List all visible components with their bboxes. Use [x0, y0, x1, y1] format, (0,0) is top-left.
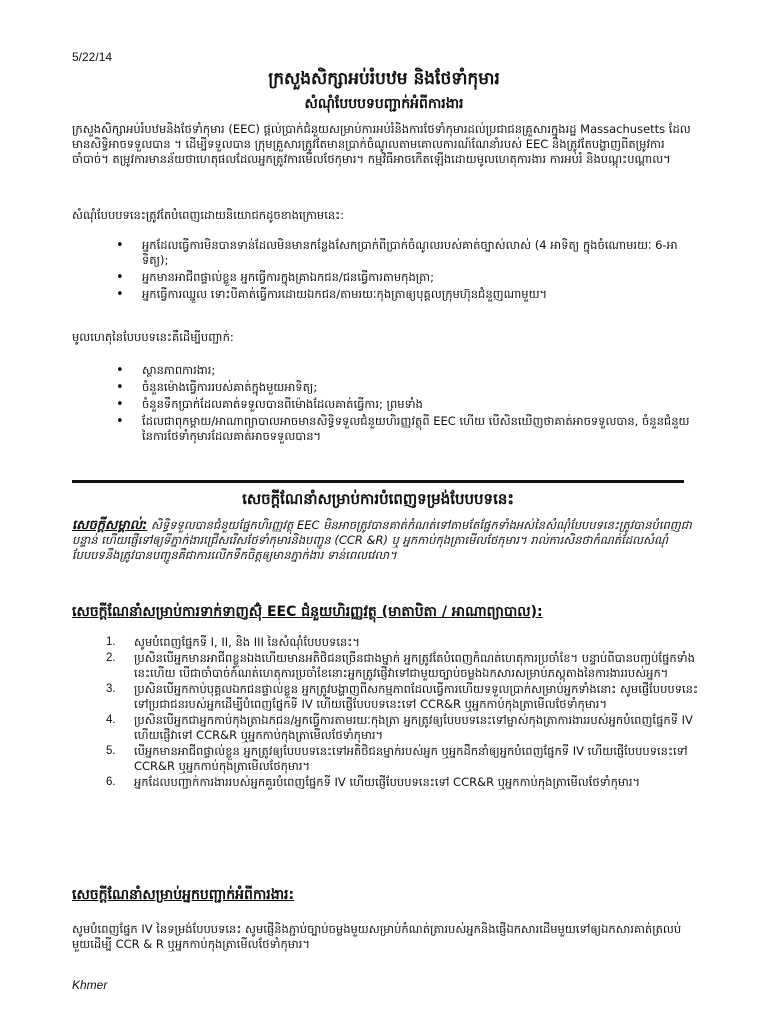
step-number: 3. [106, 683, 116, 695]
step-number: 1. [106, 636, 116, 648]
list-item [106, 651, 698, 681]
lead-paragraph-2: មូលហេតុនៃបែបបទនេះគឺដើម្បីបញ្ជាក់: [72, 330, 234, 344]
note-text: សិទ្ធិទទួលបានជំនួយផ្នែកហិរញ្ញវត្ថុ EEC មិនអាចត្រូវបានគាត់កំណត់ទៅតាមតែផ្នែកទាំងអស់នៃសំណុំបែបបទនេះត្រូវបានបំពេញជាបន្ទាន់ ហើយផ្ញើទៅឲ្យទីភ្នាក់ងារជ្រើសរើសថែទាំកុមារនិងបញ្ជូន (CCR &R) ឬ អ្នកកាប់កុងត្រាមើលថែកុមារ។ រាល់ការសិនថាកំណត់ដែលសំណុំបែបបទនឹងត្រូវបានបញ្ជូនគឺជាការលើកទឹកចិត្តឲ្យមានភ្នាក់ងារ ទាន់ពេលវេលា។ [72, 518, 692, 562]
intro-paragraph: ក្រសួងសិក្សាអប់រំបឋមនិងថែទាំកុមារ (EEC) ផ្ដល់ប្រាក់ជំនួយសម្រាប់ការអប់រំនិងការថែទាំកុមារដល់ប្រជាជនគ្រួសារក្នុងរដ្ឋ Massachusetts ដែលមានសិទ្ធិអាចទទួលបាន ។ ដើម្បីទទួលបាន ក្រុមគ្រួសារត្រូវតែមានប្រាក់ចំណូលតាមគោលការណ៍ណែនាំរបស់ EEC និងត្រូវតែបង្ហាញពីតម្រូវការចាំបាច់។ តម្រូវការមានន័យថាហេតុផលដែលអ្នកត្រូវការមើលថែកុមារ។ កម្មវិធីអាចកើតឡើងដោយមូលហេតុការងារ ការអប់រំ និងបណ្តុះបណ្តាល។ [72, 122, 691, 166]
list-item [106, 775, 698, 790]
step-number: 5. [106, 745, 116, 757]
language-footer: Khmer [72, 978, 108, 992]
list-item: • ចំនួនទឹកប្រាក់ដែលគាត់ទទួលបានពីម៉ោងដែលគាត់ធ្វើការ; ព្រមទាំង [142, 397, 698, 412]
step-text: ប្រសិនបើអ្នកជាអ្នកកាប់កុងត្រាឯកជន/អ្នកធ្វើការតាមរយៈកុងត្រា អ្នកត្រូវឲ្យបែបបទនេះទៅម្ចាស់កុងត្រាការងាររបស់អ្នកបំពេញផ្នែកទី IV ហើយផ្ញើវាទៅ CCR&R ឬអ្នកកាប់កុងត្រាមើលថែទាំកុមារ។ [134, 713, 693, 742]
document-title: ក្រសួងសិក្សាអប់រំបឋម និងថែទាំកុមារ [268, 69, 500, 89]
step-text: បើអ្នកមានអាជីពផ្ទាល់ខ្លួន អ្នកត្រូវឲ្យបែបបទនេះទៅអតិថិជនម្នាក់របស់អ្នក ឬអ្នកដឹកនាំឲ្យអ្នកបំពេញផ្នែកទី IV ហើយផ្ញើបែបបទនេះទៅ CCR&R ឬអ្នកកាប់កុងត្រាមើលថែកុមារ។ [134, 744, 688, 773]
note-label: សេចក្ដីសម្គាល់: [72, 518, 148, 533]
step-number: 4. [106, 714, 116, 726]
verifier-instructions-heading: សេចក្ដីណែនាំសម្រាប់អ្នកបញ្ជាក់អំពីការងារ: [72, 887, 295, 903]
note-paragraph [72, 518, 698, 563]
step-number: 6. [106, 776, 116, 788]
list-item: • អ្នកធ្វើការឈ្នួល ទោះបីគាត់ធ្វើការដោយឯកជន/តាមរយៈកុងត្រាឲ្យបុគ្គលក្រុមហ៊ុនជំនួញណាមួយ។ [142, 287, 698, 302]
instruction-steps [72, 635, 698, 791]
list-item [106, 682, 699, 712]
bullet-list-2 [72, 363, 698, 446]
list-item [106, 713, 698, 743]
list-item [106, 635, 698, 650]
step-text: អ្នកដែលបញ្ជាក់ការងាររបស់អ្នកគួរបំពេញផ្នែកទី IV ហើយផ្ញើបែបបទនេះទៅ CCR&R ឬអ្នកកាប់កុងត្រាមើលថែទាំកុមារ។ [134, 775, 641, 789]
list-item: • ចំនួនម៉ោងធ្វើការរបស់គាត់ក្នុងមួយអាទិត្យ; [142, 380, 698, 395]
parent-instructions-heading: សេចក្ដីណែនាំសម្រាប់ការទាក់ទាញស៊ុំ EEC ជំនួយហិរញ្ញវត្ថុ (មាតាបិតា / អាណាព្យាបាល): [72, 604, 543, 620]
document-subtitle: សំណុំបែបបទបញ្ជាក់អំពីការងារ [304, 96, 464, 112]
bullet-list-1 [72, 238, 698, 304]
list-item: • អ្នកដែលធ្វើការមិនបានទាន់ដែលមិនមានកន្លែងសែកប្រាក់ពីប្រាក់ចំណូលរបស់គាត់ច្បាស់លាស់ (4 អាទិត្យ ក្នុងចំណោមរយៈ 6-អាទិត្យ); [142, 238, 698, 268]
list-item [106, 744, 698, 774]
closing-paragraph: សូមបំពេញផ្នែក IV នៃទម្រង់បែបបទនេះ សូមផ្ញើនិងភ្ជាប់ច្បាប់ចម្លងមួយសម្រាប់កំណត់ត្រារបស់អ្នកនិងផ្ញើឯកសារដើមមួយទៅឲ្យឯកសារគាត់ត្រលប់មួយដើម្បី CCR & R ឬអ្នកកាប់កុងត្រាមើលថែទាំកុមារ។ [72, 922, 682, 951]
step-text: ប្រសិនបើអ្នកមានអាជីពខ្លួនឯងហើយមានអតិថិជនច្រើនជាងម្នាក់ អ្នកត្រូវតែបំពេញកំណត់ហេតុការប្រចាំខែ។ បន្ទាប់ពីបានបញ្ចប់ផ្នែកទាំងនេះហើយ បើជាចាំបាច់កំណត់ហេតុការប្រចាំខែនោះអ្នកត្រូវផ្ញើវាទៅជាមួយច្បាប់ចម្លងឯកសារសម្រាប់ភស្តុតាងនៃការងាររបស់អ្នក។ [134, 651, 695, 680]
step-number: 2. [106, 652, 116, 664]
instructions-heading: សេចក្ដីណែនាំសម្រាប់ការបំពេញទម្រង់បែបបទនេះ [242, 490, 514, 508]
section-divider [72, 480, 684, 483]
list-item: • អ្នកមានអាជីពផ្ទាល់ខ្លួន អ្នកធ្វើការក្នុងគ្រាឯកជន/ជនធ្វើការតាមកុងត្រា; [142, 270, 698, 285]
lead-paragraph-1: សំណុំបែបបទនេះត្រូវតែបំពេញដោយនិយោជកដូចខាងក្រោមនេះ: [72, 208, 345, 222]
list-item: • ស្ថានភាពការងារ; [142, 363, 698, 378]
step-text: សូមបំពេញផ្នែកទី I, II, និង III នៃសំណុំបែបបទនេះ។ [134, 635, 360, 649]
list-item: • ដែលជាពុកម្ដាយ/អាណាព្យាបាលអាចមានសិទ្ធិទទួលជំនួយហិរញ្ញវត្ថុពី EEC ហើយ បើសិនឃើញថាគាត់អាចទទួលបាន, ចំនួនជំនួយនៃការថែទាំកុមារដែលគាត់អាចទទួលបាន។ [142, 414, 698, 444]
step-text: ប្រសិនបើអ្នកកាប់បុគ្គលឯកជនផ្ទាល់ខ្លួន អ្នកត្រូវបង្ហាញពីសកម្មភាពដែលធ្វើការហើយទទួលប្រាក់សម្រាប់អ្នកទាំងនោះ សូមផ្ញើបែបបទនេះទៅប្រជាជនរបស់អ្នកដើម្បីបំពេញផ្នែកទី IV ហើយផ្ញើបែបបទនេះទៅ CCR&R ឬអ្នកកាប់កុងត្រាមើលថែទាំកុមារ។ [134, 682, 699, 711]
document-date: 5/22/14 [72, 50, 113, 64]
